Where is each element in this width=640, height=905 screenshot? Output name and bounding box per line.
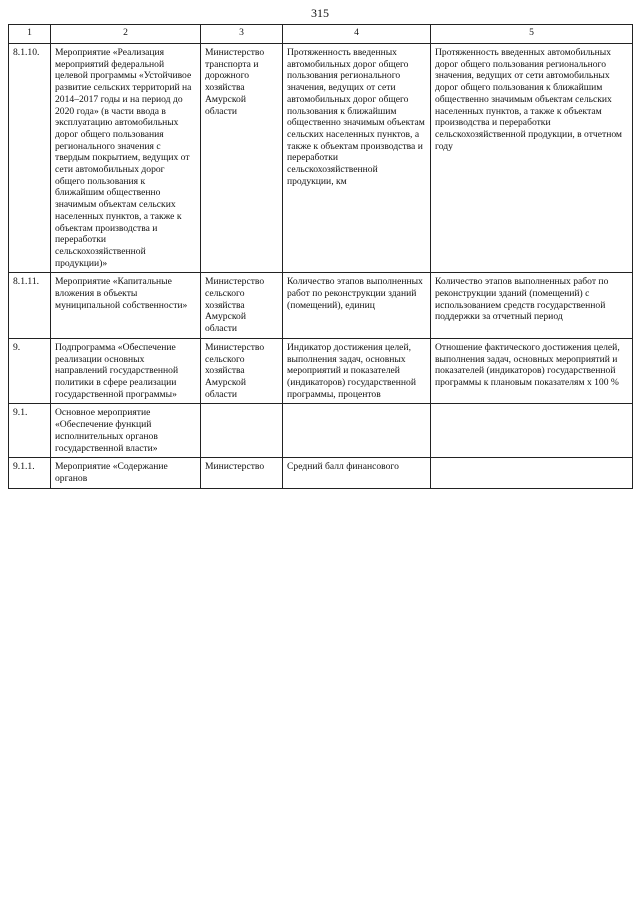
indicator-name [283,404,431,458]
measure-name: Мероприятие «Реализация мероприятий федеральной целевой программы «Устойчивое развитие сельских территорий на 2014–2017 годы и на период до 2020 года» (в части ввода в эксплуатацию автомобильных дорог общего пользования регионального значения с твердым покрытием, ведущих от сети автомобильных дорог общего пользования к ближайшим общественно значимым объектам сельских населенных пунктов, а также к объектам производства и переработки сельскохозяйственной продукции)» [51,44,201,273]
column-header-1: 1 [9,25,51,44]
table-row [9,458,633,488]
table-row [9,44,633,273]
responsible-executor: Министерство сельского хозяйства Амурской области [201,338,283,404]
column-header-2: 2 [51,25,201,44]
responsible-executor [201,404,283,458]
column-header-3: 3 [201,25,283,44]
table-row [9,273,633,339]
row-number: 9. [9,338,51,404]
row-number: 8.1.10. [9,44,51,273]
table-row [9,338,633,404]
row-number: 9.1. [9,404,51,458]
measure-name: Мероприятие «Капитальные вложения в объекты муниципальной собственности» [51,273,201,339]
calculation-method: Отношение фактического достижения целей, выполнения задач, основных мероприятий и показателей (индикаторов) государственной программы к плановым показателям x 100 % [431,338,633,404]
indicator-name: Протяженность введенных автомобильных дорог общего пользования регионального значения, ведущих от сети автомобильных дорог общего пользования к ближайшим общественно значимым объектам сельских населенных пунктов, а также к объектам производства и переработки сельскохозяйственной продукции, км [283,44,431,273]
row-number: 9.1.1. [9,458,51,488]
table-row [9,404,633,458]
measure-name: Мероприятие «Содержание органов [51,458,201,488]
column-header-4: 4 [283,25,431,44]
row-number: 8.1.11. [9,273,51,339]
calculation-method [431,458,633,488]
calculation-method [431,404,633,458]
program-indicators-table [8,24,633,489]
calculation-method: Количество этапов выполненных работ по реконструкции зданий (помещений) с использованием средств государственной поддержки за отчетный период [431,273,633,339]
column-header-5: 5 [431,25,633,44]
indicator-name: Количество этапов выполненных работ по реконструкции зданий (помещений), единиц [283,273,431,339]
calculation-method: Протяженность введенных автомобильных дорог общего пользования регионального значения, ведущих от сети автомобильных дорог общего пользования к ближайшим общественно значимым объектам сельских населенных пунктов, а также к объектам производства и переработки сельскохозяйственной продукции, в отчетном году [431,44,633,273]
measure-name: Подпрограмма «Обеспечение реализации основных направлений государственной политики в сфере реализации государственной программы» [51,338,201,404]
table-header-row [9,25,633,44]
responsible-executor: Министерство сельского хозяйства Амурской области [201,273,283,339]
indicator-name: Индикатор достижения целей, выполнения задач, основных мероприятий и показателей (индикаторов) государственной программы, процентов [283,338,431,404]
responsible-executor: Министерство [201,458,283,488]
page-number: 315 [311,6,329,20]
measure-name: Основное мероприятие «Обеспечение функций исполнительных органов государственной власти» [51,404,201,458]
indicator-name: Средний балл финансового [283,458,431,488]
responsible-executor: Министерство транспорта и дорожного хозяйства Амурской области [201,44,283,273]
